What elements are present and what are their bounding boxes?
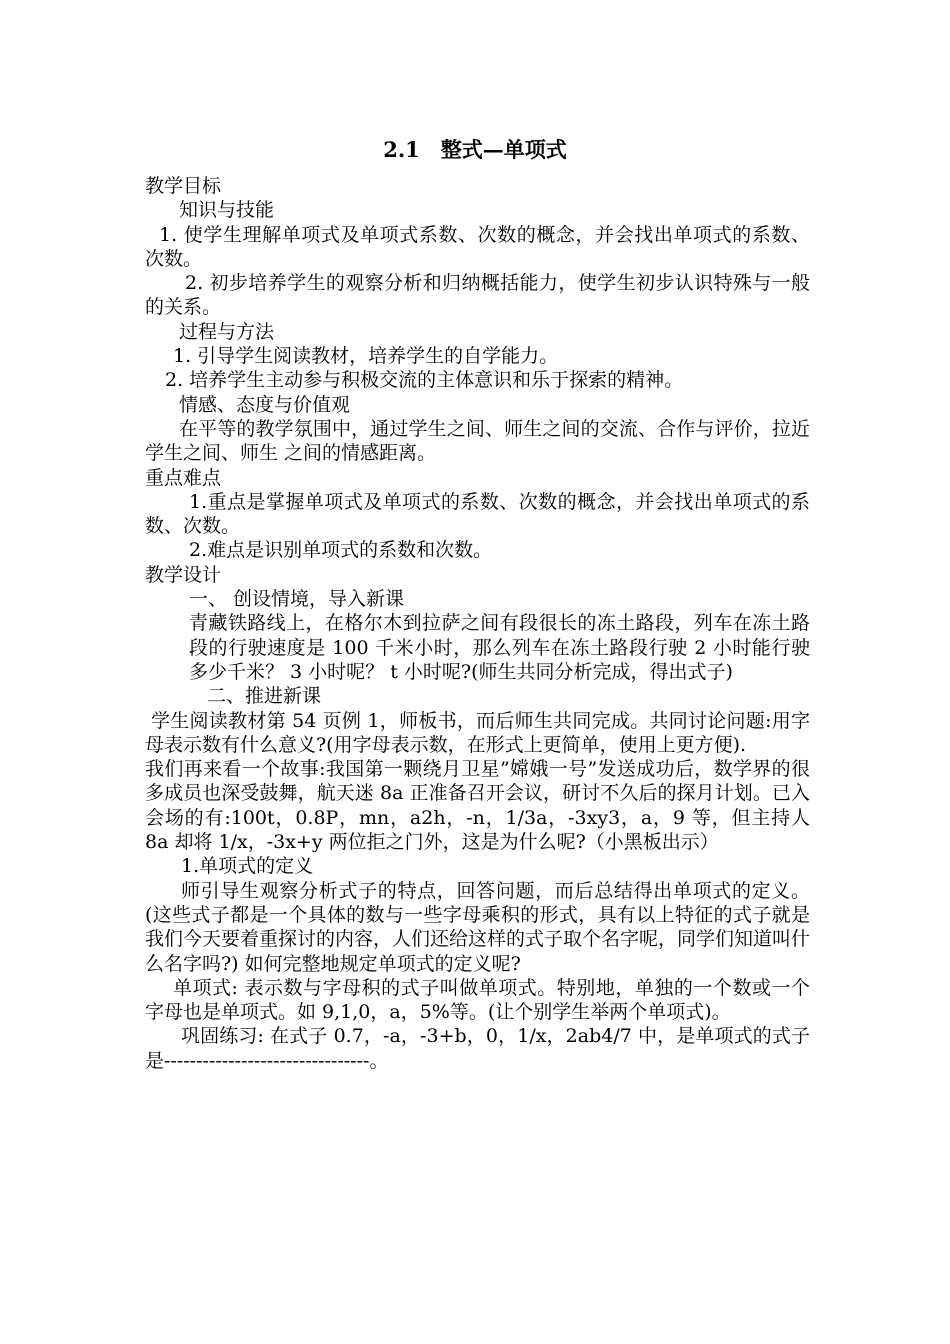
section-heading-objectives: 教学目标 <box>145 175 222 197</box>
paragraph-scenario: 青藏铁路线上，在格尔木到拉萨之间有段很长的冻土路段，列车在冻土路段的行驶速度是 100 千米小时，那么列车在冻土路段行驶 2 小时能行驶多少千米？ 3 小时呢？ t 小时呢?(师生共同分析完成，得出式子) <box>189 612 810 683</box>
paragraph-monomial-definition: 单项式: 表示数与字母积的式子叫做单项式。特别地，单独的一个数或一个字母也是单项式。如 9,1,0，a，5%等。(让个别学生举两个单项式)。 <box>145 976 810 1024</box>
paragraph-practice: 巩固练习: 在式子 0.7，-a，-3+b，0，1/x，2ab4/7 中，是单项式的式子是--------------------------------。 <box>145 1025 810 1072</box>
paragraph: 在平等的教学氛围中，通过学生之间、师生之间的交流、合作与评价，拉近学生之间、师生 之间的情感距离。 <box>145 417 810 465</box>
section-heading-design: 教学设计 <box>145 563 222 586</box>
section-heading-key-points: 重点难点 <box>145 466 222 489</box>
page-title: 2.1 整式—单项式 <box>383 137 567 162</box>
paragraph: 2. 初步培养学生的观察分析和归纳概括能力，使学生初步认识特殊与一般的关系。 <box>145 272 810 319</box>
subheading-knowledge-skills: 知识与技能 <box>179 199 275 222</box>
document-body <box>145 174 810 1073</box>
paragraph: 1.重点是掌握单项式及单项式的系数、次数的概念，并会找出单项式的系数、次数。 <box>145 490 810 538</box>
paragraph: 1. 引导学生阅读教材，培养学生的自学能力。 <box>173 345 559 368</box>
subheading-scenario: 一、 创设情境，导入新课 <box>189 588 405 611</box>
paragraph: 2. 培养学生主动参与积极交流的主体意识和乐于探索的精神。 <box>165 369 684 392</box>
paragraph: 学生阅读教材第 54 页例 1，师板书，而后师生共同完成。共同讨论问题:用字母表示数有什么意义?(用字母表示数，在形式上更简单，使用上更方便). <box>145 709 810 756</box>
subheading-process-methods: 过程与方法 <box>179 320 275 343</box>
subheading-attitude-values: 情感、态度与价值观 <box>179 393 351 416</box>
subheading-definition: 1.单项式的定义 <box>181 855 314 878</box>
paragraph: 师引导生观察分析式子的特点，回答问题，而后总结得出单项式的定义。(这些式子都是一个具体的数与一些字母乘积的形式，具有以上特征的式子就是我们今天要着重探讨的内容，人们还给这样的式子取个名字呢，同学们知道叫什么名字吗?) 如何完整地规定单项式的定义呢? <box>145 879 811 975</box>
paragraph-story: 我们再来看一个故事:我国第一颗绕月卫星”嫦娥一号”发送成功后，数学界的很多成员也深受鼓舞，航天迷 8a 正准备召开会议，研讨不久后的探月计划。已入会场的有:100t，0.8P，mn，a2h，-n，1/3a，-3xy3，a，9 等，但主持人 8a 却将 1/x，-3x+y 两位拒之门外，这是为什么呢?（小黑板出示） <box>145 758 810 854</box>
subheading-new-lesson: 二、推进新课 <box>207 685 322 708</box>
paragraph: 2.难点是识别单项式的系数和次数。 <box>189 539 493 562</box>
paragraph: 1. 使学生理解单项式及单项式系数、次数的概念，并会找出单项式的系数、次数。 <box>145 223 810 270</box>
